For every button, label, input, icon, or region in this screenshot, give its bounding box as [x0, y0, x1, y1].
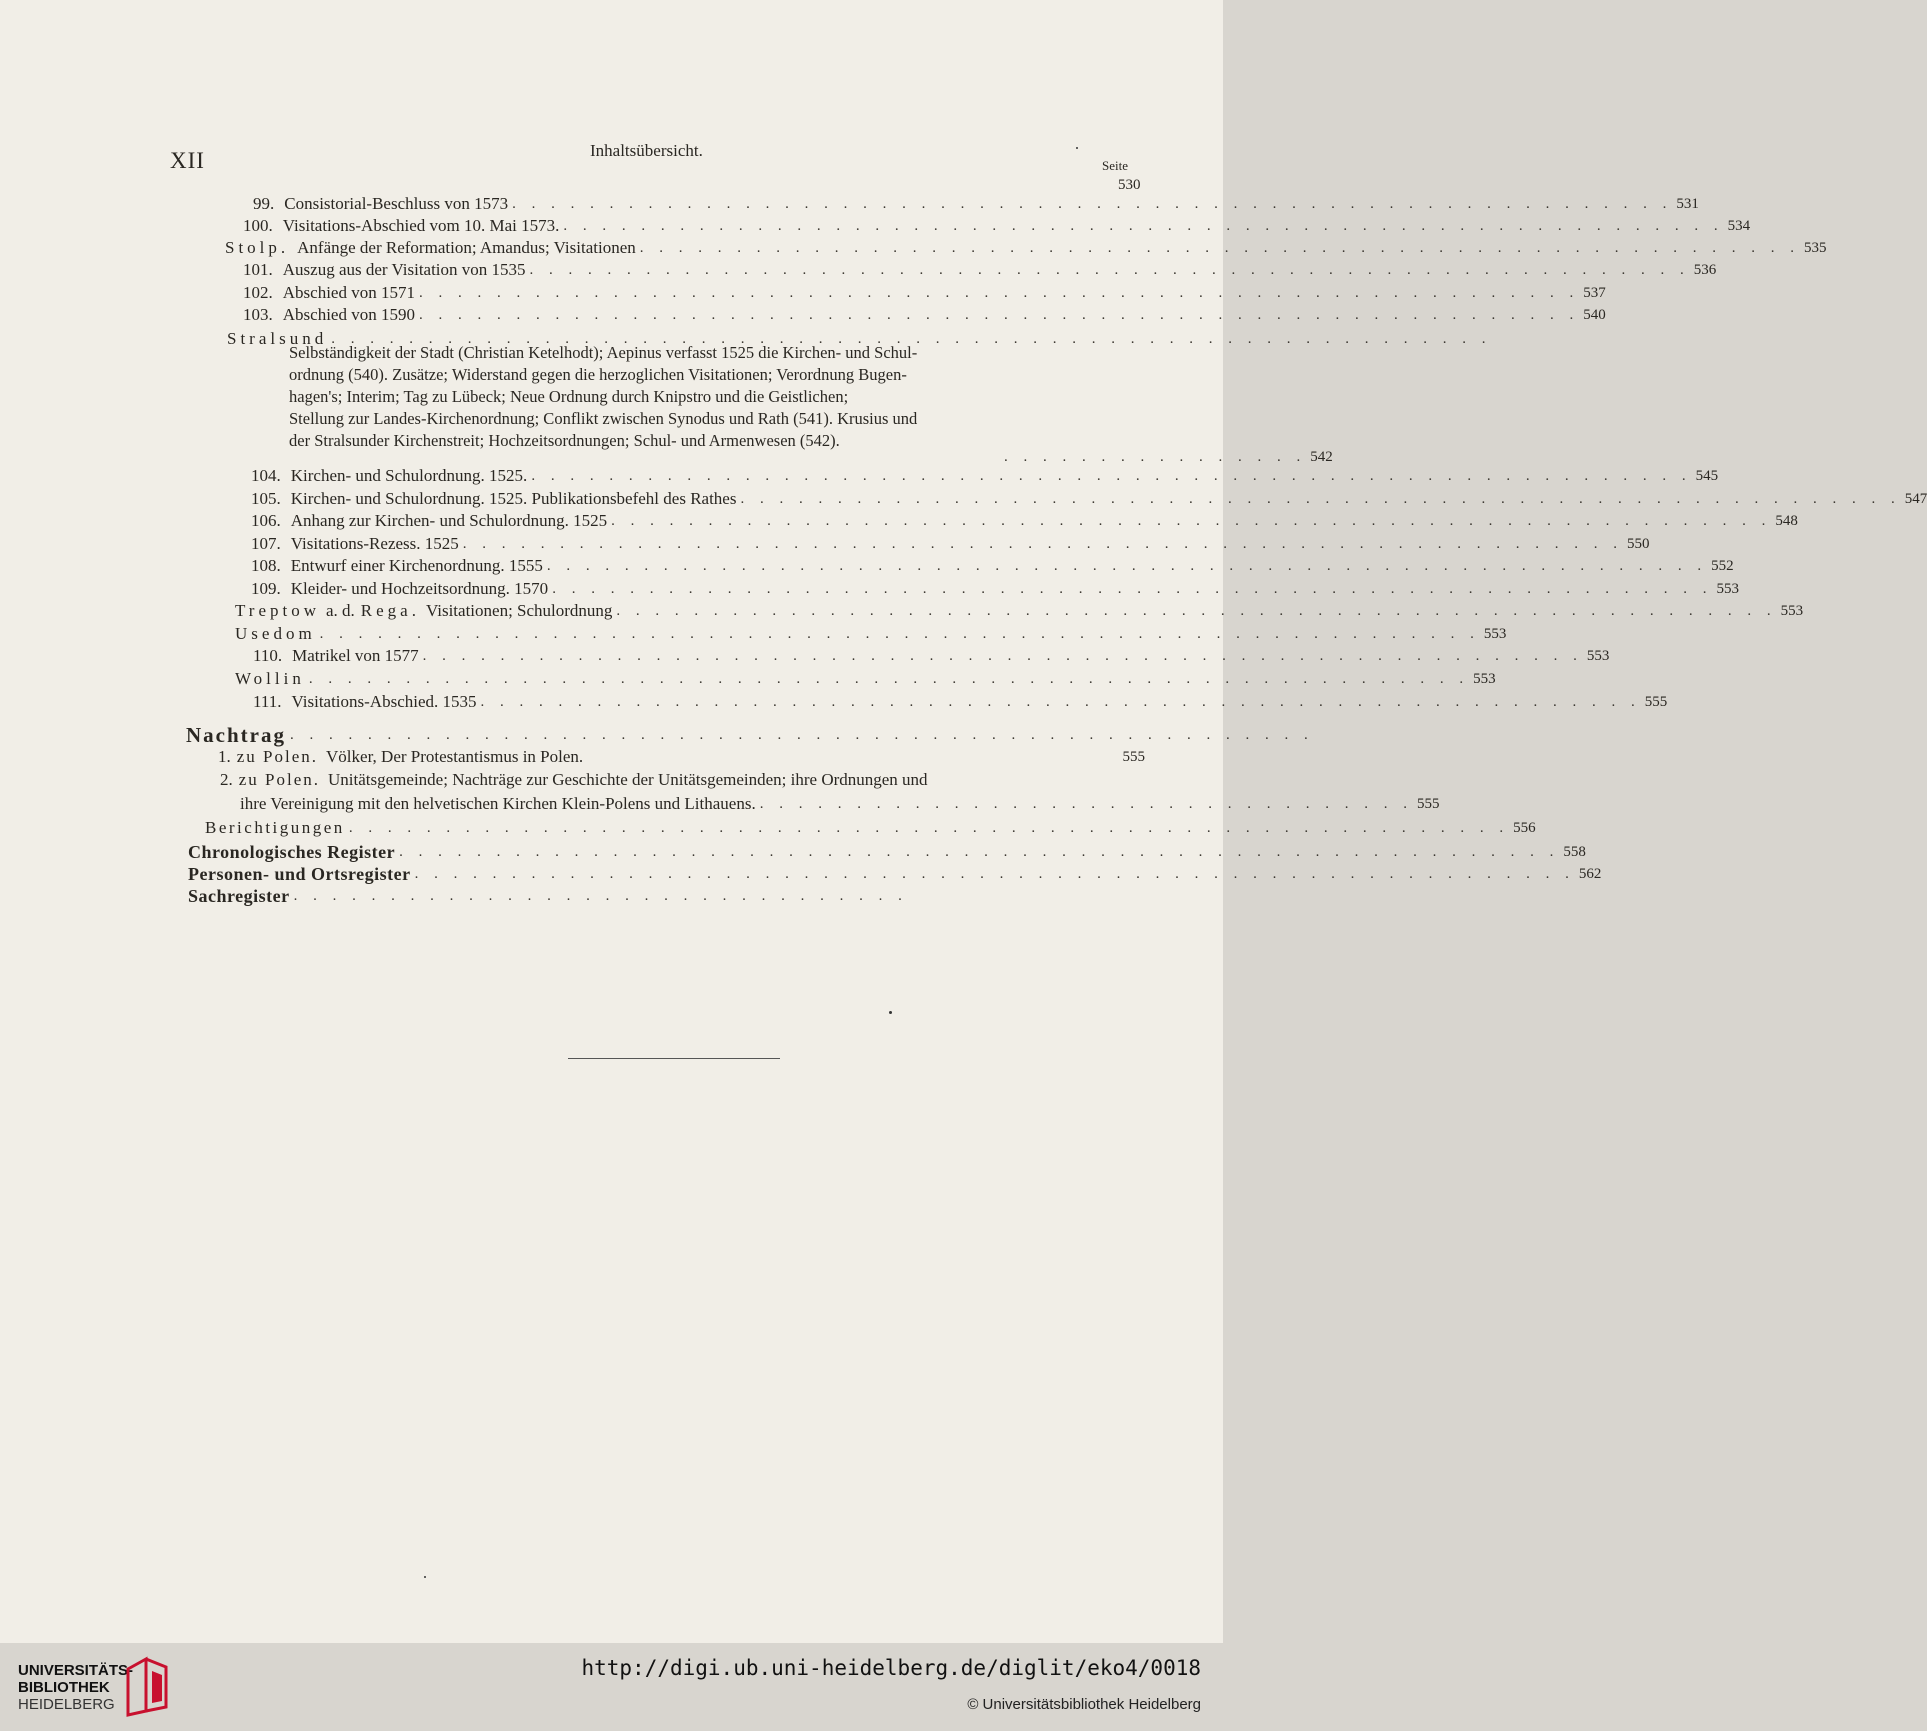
seite-label: Seite: [1102, 158, 1128, 173]
toc-entry-110[interactable]: [253, 646, 1610, 666]
section-place: Wollin: [235, 669, 305, 688]
toc-nachtrag-2[interactable]: [220, 770, 1125, 790]
leader-dots: . . . . . . . . . . . . . . . . . . . . . . . . . . . . . . . . . . . . . . . . . . . . . . . . . . . . . . . . . . . .: [422, 648, 1583, 664]
entry-number: 2.: [220, 770, 233, 789]
toc-entry-106[interactable]: [251, 511, 1798, 531]
leader-dots: . . . . . . . . . . . . . . . . . . . . . . . . . . . . . . . . . . . . . . . . . . . . . . . . . . . . . . . . . . . .: [319, 626, 1480, 642]
entry-number: 103.: [243, 305, 273, 324]
entry-page: 555: [1122, 749, 1145, 765]
entry-title: Unitätsgemeinde; Nachträge zur Geschichte der Unitätsgemeinden; ihre Ordnungen und: [328, 770, 928, 789]
entry-title-continued: ihre Vereinigung mit den helvetischen Kirchen Klein-Polens und Lithauens.: [240, 794, 756, 813]
toc-nachtrag-1[interactable]: [218, 747, 1145, 767]
toc-entry-107[interactable]: [251, 534, 1650, 554]
toc-entry-99[interactable]: [253, 194, 1699, 214]
leader-dots: . . . . . . . . . . . . . . . . . . . . . . . . . . . . . . . . . . . . . . . . . . . . . . . . . . . . . . . . . . . .: [512, 196, 1673, 212]
paper-speck: [889, 1011, 892, 1014]
entry-title: Anhang zur Kirchen- und Schulordnung. 1525: [290, 511, 608, 530]
entry-page: 552: [1711, 558, 1734, 574]
leader-dots: . . . . . . . . . . . . . . . . . . . . . . . . . . . . . . . . . . . . . . . . . . . . . . . . . . . . .: [289, 727, 1314, 743]
leader-dots: . . . . . . . . . . . . . . . . . . . . . . . . . . . . . . . .: [293, 888, 908, 904]
section-heading: Sachregister: [188, 886, 290, 906]
entry-title: Consistorial-Beschluss von 1573: [284, 194, 509, 213]
entry-number: 100.: [243, 216, 273, 235]
entry-page: 542: [1310, 449, 1333, 465]
leader-dots: . . . . . . . . . . . . . . . . . . . . . . . . . . . . . . . . . . . . . . . . . . . . . . . . . . . . . . . . . . . .: [331, 331, 1492, 347]
leader-dots: . . . . . . . . . . . . . . . . . . . . . . . . . . . . . . . . . . . . . . . . . . . . . . . . . . . . . . . . . . . .: [611, 513, 1772, 529]
paper-speck: [1076, 147, 1078, 149]
entry-page: 547: [1904, 491, 1927, 507]
leader-dots: . . . . . . . . . . . . . . . . . . . . . . . . . . . . . . . . . . . . . . . . . . . . . . . . . . . . . . . . . . . .: [546, 558, 1708, 574]
toc-entry-103[interactable]: [243, 305, 1606, 325]
entry-number: 105.: [251, 489, 281, 508]
entry-page: 540: [1583, 307, 1606, 323]
toc-nachtrag-2-continued: [240, 794, 1440, 814]
toc-section-nachtrag[interactable]: [186, 723, 1314, 747]
entry-page: 531: [1676, 196, 1699, 212]
leader-dots: . . . . . . . . . . . . . . . . . . . . . . . . . . . . . . . . . . . . . . . . . . . . . . . . . . . . . . . . . . . .: [418, 285, 1580, 301]
leader-dots: . . . . . . . . . . . . . . . . . . . . . . . . . . . . . . . . . . . . . . . . . . . . . . . . . . . . . . . . . . . .: [552, 581, 1713, 597]
section-place-river: Rega.: [360, 601, 420, 620]
toc-entry-109[interactable]: [251, 579, 1739, 599]
toc-personen-ortsregister[interactable]: [188, 864, 1602, 884]
logo-line-2: BIBLIOTHEK: [18, 1679, 110, 1696]
toc-entry-100[interactable]: [243, 216, 1751, 236]
copyright-notice: © Universitätsbibliothek Heidelberg: [967, 1696, 1201, 1713]
paper-speck: [424, 1576, 426, 1578]
leader-dots: . . . . . . . . . . . . . . . . . . . . . . . . . . . . . . . . . . . . . . . . . . . . . . . . . . . . . . . . . . . .: [616, 603, 1777, 619]
first-page-number: 530: [1118, 177, 1141, 193]
leader-dots: . . . . . . . . . . . . . . . . . . . . . . . . . . . . . . . . . . . . . . . . . . . . . . . . . . . . . . . . . . . .: [639, 240, 1801, 256]
page-number-roman: XII: [170, 148, 205, 173]
leader-dots: . . . . . . . . . . . . . . . . . . . . . . . . . . . . . . . . . . . . . . . . . . . . . . . . . . . . . . . . . . . .: [462, 536, 1624, 552]
entry-title: Völker, Der Protestantismus in Polen.: [326, 747, 584, 766]
entry-title: Kirchen- und Schulordnung. 1525.: [290, 466, 528, 485]
entry-place: zu Polen.: [236, 747, 319, 766]
entry-page: 562: [1578, 866, 1602, 882]
section-subtitle: Anfänge der Reformation; Amandus; Visitationen: [297, 238, 636, 257]
entry-title: Abschied von 1571: [282, 283, 415, 302]
entry-page: 536: [1693, 262, 1717, 278]
toc-section-usedom[interactable]: [235, 624, 1507, 644]
entry-number: 108.: [251, 556, 281, 575]
entry-number: 109.: [251, 579, 281, 598]
toc-chronologisches-register[interactable]: [188, 842, 1586, 862]
leader-dots: . . . . . . . . . . . . . . . . . . . . . . . . . . . . . . . . . . . . . . . . . . . . . . . . . . . . . . . . . . . .: [529, 262, 1690, 278]
section-place: Treptow: [235, 601, 320, 620]
entry-page: 558: [1563, 844, 1586, 860]
entry-title: Kleider- und Hochzeitsordnung. 1570: [290, 579, 549, 598]
toc-entry-108[interactable]: [251, 556, 1734, 576]
library-logo-icon: [124, 1655, 170, 1717]
logo-line-3: HEIDELBERG: [18, 1696, 115, 1713]
entry-page: 555: [1644, 694, 1668, 710]
toc-section-treptow[interactable]: [235, 601, 1804, 621]
section-heading: Berichtigungen: [205, 818, 345, 837]
section-place: Stralsund: [227, 329, 328, 348]
entry-title: Abschied von 1590: [282, 305, 415, 324]
leader-dots: . . . . . . . . . . . . . . . . . . . . . . . . . . . . . . . . . . . . . . . . . . . . . . . . . . . . . . . . . . . .: [348, 820, 1510, 836]
entry-page: 553: [1473, 671, 1496, 687]
entry-number: 106.: [251, 511, 281, 530]
entry-number: 111.: [253, 692, 282, 711]
entry-page: 553: [1716, 581, 1739, 597]
toc-entry-104[interactable]: [251, 466, 1719, 486]
leader-dots: . . . . . . . . . . . . . . . . . . . . . . . . . . . . . . . . . . . . . . . . . . . . . . . . . . . . . . . . . . . .: [531, 468, 1692, 484]
end-rule: [568, 1058, 780, 1059]
section-place: Usedom: [235, 624, 316, 643]
leader-dots: . . . . . . . . . . . . . . . .: [1004, 449, 1307, 465]
entry-number: 110.: [253, 646, 283, 665]
leader-dots: . . . . . . . . . . . . . . . . . . . . . . . . . . . . . . . . . . . . . . . . . . . . . . . . . . . . . . . . . . . .: [399, 844, 1560, 860]
entry-page: 553: [1780, 603, 1804, 619]
section-subtitle: Visitationen; Schulordnung: [425, 601, 613, 620]
permalink-url[interactable]: http://digi.ub.uni-heidelberg.de/diglit/eko4/0018: [581, 1656, 1201, 1680]
logo-line-1: UNIVERSITÄTS-: [18, 1662, 134, 1679]
toc-entry-111[interactable]: [253, 692, 1668, 712]
leader-dots: . . . . . . . . . . . . . . . . . . . . . . . . . . . . . . . . . . . . . . . . . . . . . . . . . . . . . . . . . . . .: [308, 671, 1470, 687]
toc-entry-101[interactable]: [243, 260, 1717, 280]
description-line: ordnung (540). Zusätze; Widerstand gegen die herzoglichen Visitationen; Verordnung Bugen-: [289, 365, 907, 384]
section-heading: Chronologisches Register: [188, 842, 396, 862]
entry-page: 553: [1483, 626, 1507, 642]
stralsund-description: [289, 342, 1097, 452]
page-title: Inhaltsübersicht.: [590, 141, 703, 160]
entry-title: Visitations-Abschied. 1535: [291, 692, 477, 711]
entry-number: 104.: [251, 466, 281, 485]
entry-title: Visitations-Rezess. 1525: [290, 534, 459, 553]
entry-page: 545: [1695, 468, 1719, 484]
leader-dots: . . . . . . . . . . . . . . . . . . . . . . . . . . . . . . . . . . . . . . . . . . . . . . . . . . . . . . . . . . . .: [418, 307, 1580, 323]
leader-dots: . . . . . . . . . . . . . . . . . . . . . . . . . . . . . . . . . . . . . . . . . . . . . . . . . . . . . . . . . . . .: [740, 491, 1901, 507]
entry-number: 101.: [243, 260, 273, 279]
entry-number: 1.: [218, 747, 231, 766]
entry-title: Kirchen- und Schulordnung. 1525. Publikationsbefehl des Rathes: [290, 489, 737, 508]
toc-entry-105[interactable]: [251, 489, 1927, 509]
entry-title: Visitations-Abschied vom 10. Mai 1573.: [282, 216, 560, 235]
stralsund-page-line: [1000, 447, 1333, 467]
toc-sachregister[interactable]: [188, 886, 908, 906]
leader-dots: . . . . . . . . . . . . . . . . . . . . . . . . . . . . . . . . . .: [759, 796, 1413, 812]
entry-number: 107.: [251, 534, 281, 553]
leader-dots: . . . . . . . . . . . . . . . . . . . . . . . . . . . . . . . . . . . . . . . . . . . . . . . . . . . . . . . . . . . .: [414, 866, 1575, 882]
entry-page: 535: [1804, 240, 1827, 256]
entry-number: 99.: [253, 194, 275, 213]
entry-page: 548: [1775, 513, 1798, 529]
description-line: Stellung zur Landes-Kirchenordnung; Conflikt zwischen Synodus und Rath (541). Krusius und: [289, 409, 918, 428]
description-line: der Stralsunder Kirchenstreit; Hochzeitsordnungen; Schul- und Armenwesen (542).: [289, 431, 840, 450]
description-line: hagen's; Interim; Tag zu Lübeck; Neue Ordnung durch Knipstro und die Geistlichen;: [289, 387, 849, 406]
toc-section-berichtigungen[interactable]: [205, 818, 1536, 838]
section-heading: Personen- und Ortsregister: [188, 864, 411, 884]
section-heading: Nachtrag: [186, 723, 286, 747]
toc-entry-102[interactable]: [243, 283, 1606, 303]
entry-title: Auszug aus der Visitation von 1535: [282, 260, 526, 279]
library-logo-text[interactable]: [18, 1662, 133, 1713]
entry-page: 553: [1586, 648, 1610, 664]
entry-page: 534: [1727, 218, 1751, 234]
toc-section-stolp[interactable]: [225, 238, 1827, 258]
toc-section-wollin[interactable]: [235, 669, 1496, 689]
entry-page: 556: [1513, 820, 1536, 836]
entry-page: 550: [1627, 536, 1650, 552]
leader-dots: . . . . . . . . . . . . . . . . . . . . . . . . . . . . . . . . . . . . . . . . . . . . . . . . . . . . . . . . . . . .: [563, 218, 1724, 234]
section-place-connector: a. d.: [326, 601, 355, 620]
entry-page: 537: [1583, 285, 1606, 301]
section-place: Stolp.: [225, 238, 290, 257]
description-line: Selbständigkeit der Stadt (Christian Ketelhodt); Aepinus verfasst 1525 die Kirchen- und Schul-: [289, 343, 918, 362]
entry-page: 555: [1416, 796, 1440, 812]
entry-number: 102.: [243, 283, 273, 302]
entry-title: Entwurf einer Kirchenordnung. 1555: [290, 556, 543, 575]
entry-place: zu Polen.: [238, 770, 321, 789]
entry-title: Matrikel von 1577: [292, 646, 419, 665]
leader-dots: . . . . . . . . . . . . . . . . . . . . . . . . . . . . . . . . . . . . . . . . . . . . . . . . . . . . . . . . . . . .: [480, 694, 1641, 710]
